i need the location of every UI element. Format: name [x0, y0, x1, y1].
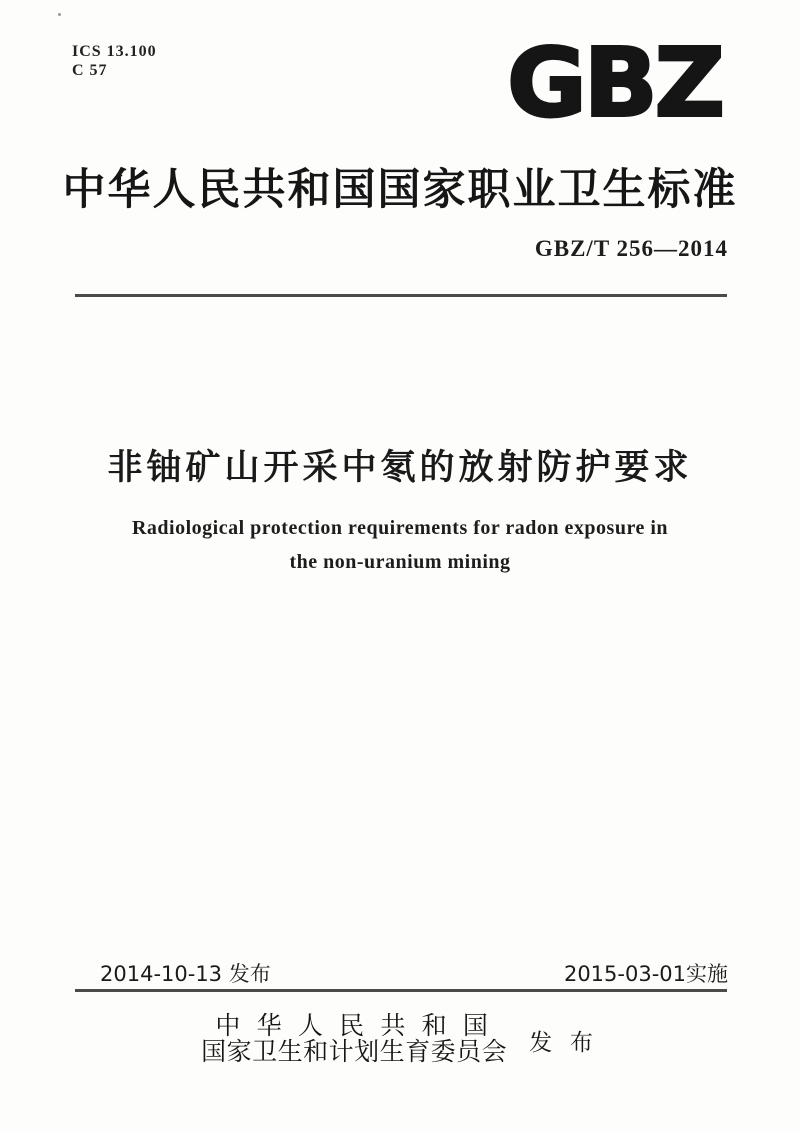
implement-date: 2015-03-01实施 [563, 962, 728, 986]
issuer-block [0, 1014, 800, 1066]
issuer-agency-line: 国家卫生和计划生育委员会 [201, 1039, 508, 1066]
footer-divider-rule [75, 989, 727, 992]
ics-code: ICS 13.100 [72, 43, 157, 60]
standard-number: GBZ/T 256—2014 [534, 236, 728, 261]
ics-classification-block [72, 42, 157, 80]
header-divider-rule [75, 294, 727, 297]
publish-label: 发 布 [529, 1029, 599, 1055]
gbz-logo: GBZ [507, 28, 722, 138]
document-title-chinese: 非铀矿山开采中氡的放射防护要求 [107, 448, 693, 488]
english-title-line2: the non-uranium mining [289, 551, 511, 573]
issue-date: 2014-10-13 发布 [100, 962, 271, 986]
issuer-name [201, 1014, 507, 1066]
document-title-english [0, 511, 800, 579]
dates-row [100, 958, 728, 988]
english-title-line1: Radiological protection requirements for radon exposure in [131, 517, 669, 539]
issuer-country-line: 中 华 人 民 共 和 国 [215, 1013, 493, 1040]
standard-type-heading: 中华人民共和国国家职业卫生标准 [62, 167, 738, 214]
classification-code: C 57 [72, 62, 108, 79]
scan-artifact-dot [58, 13, 61, 16]
